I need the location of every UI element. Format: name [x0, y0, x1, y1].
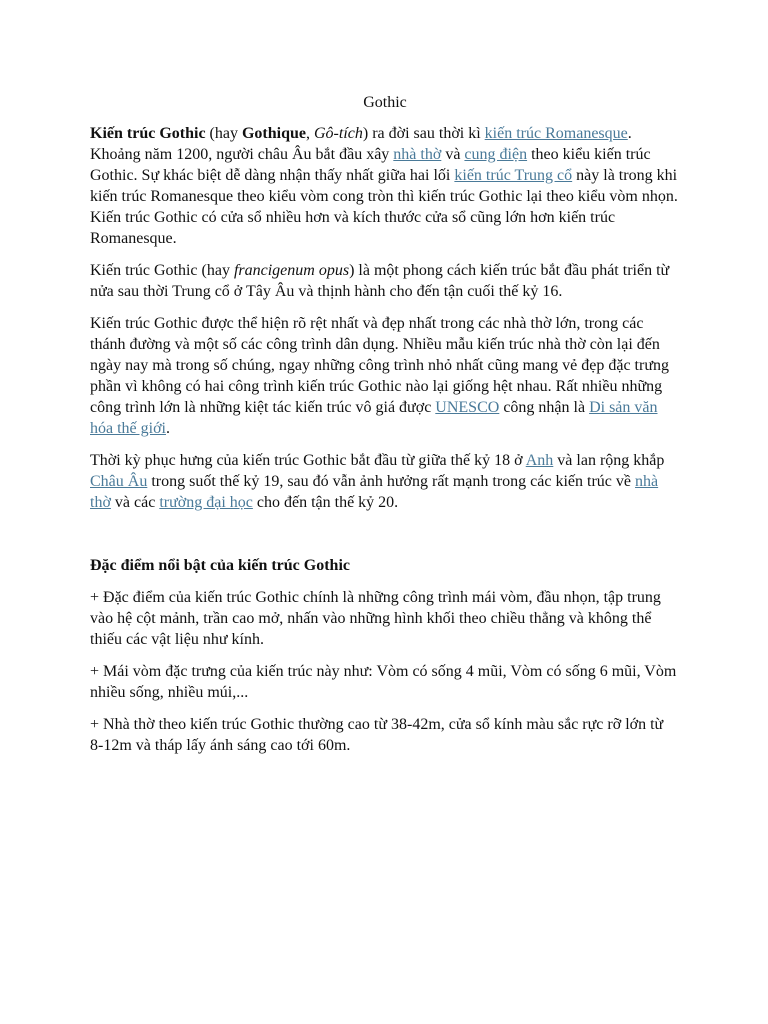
text-run: Kiến trúc Gothic được thể hiện rõ rệt nhất và đẹp nhất trong các nhà thờ lớn, trong các thánh đường và một số các công trình dân dụng. Nhiều mẫu kiến trúc nhà thờ còn lại đến ngày nay mà trong số chúng, ngay những công trình nhỏ nhất cũng mang vẻ đẹp đặc trưng phần vì không có hai công trình kiến trúc Gothic nào lại giống hệt nhau. Rất nhiều những công trình lớn là những kiệt tác kiến trúc vô giá được — [90, 315, 669, 416]
link-anh[interactable]: Anh — [525, 452, 554, 469]
text-run: theo kiểu kiến trúc Gothic. Sự khác biệt dễ dàng nhận thấy nhất giữa hai lối — [90, 146, 651, 184]
paragraph-definition — [90, 260, 680, 302]
text-run: . Khoảng năm 1200, người châu Âu bắt đầu xây — [90, 125, 632, 163]
text-run: . — [166, 420, 170, 437]
text-run: và lan rộng khắp — [553, 452, 665, 469]
link-romanesque[interactable]: kiến trúc Romanesque — [484, 125, 628, 142]
text-run: Thời kỳ phục hưng của kiến trúc Gothic bắt đầu từ giữa thế kỷ 18 ở — [90, 452, 526, 469]
text-run: , — [306, 125, 314, 142]
blank-line — [90, 524, 680, 555]
bullet-paragraph: + Đặc điểm của kiến trúc Gothic chính là những công trình mái vòm, đầu nhọn, tập trung vào hệ cột mảnh, trần cao mở, nhấn vào những hình khối theo chiều thẳng và không thể thiếu các vật liệu như kính. — [90, 589, 661, 648]
text-run: Kiến trúc Gothic (hay — [90, 262, 234, 279]
text-run: trong suốt thế kỷ 19, sau đó vẫn ảnh hưởng rất mạnh trong các kiến trúc về — [147, 473, 636, 490]
text-run: ) ra đời sau thời kì — [362, 125, 485, 142]
link-cung-dien[interactable]: cung điện — [464, 146, 528, 163]
text-run: và — [441, 146, 465, 163]
link-unesco[interactable]: UNESCO — [435, 399, 500, 416]
alt-name-bold: Gothique — [241, 125, 306, 142]
alt-name-italic: Gô-tích — [314, 125, 363, 142]
link-nha-tho[interactable]: nhà thờ — [393, 146, 442, 163]
link-nha-tho-2[interactable]: nhà thờ — [90, 473, 659, 511]
section-heading: Đặc điểm nổi bật của kiến trúc Gothic — [90, 557, 350, 574]
latin-term-italic: francigenum opus — [233, 262, 350, 279]
bullet-paragraph: + Mái vòm đặc trưng của kiến trúc này như: Vòm có sống 4 mũi, Vòm có sống 6 mũi, Vòm nhiều sống, nhiều múi,... — [90, 663, 677, 701]
link-kien-truc-trung-co[interactable]: kiến trúc Trung cổ — [454, 167, 573, 184]
term-bold: Kiến trúc Gothic — [90, 125, 206, 142]
document-title: Gothic — [363, 94, 407, 111]
link-chau-au[interactable]: Châu Âu — [90, 473, 148, 490]
text-run: (hay — [205, 125, 242, 142]
link-truong-dai-hoc[interactable]: trường đại học — [159, 494, 253, 511]
text-run: này là trong khi kiến trúc Romanesque theo kiểu vòm cong tròn thì kiến trúc Gothic lại theo kiểu vòm nhọn. Kiến trúc Gothic có cửa sổ nhiều hơn và kích thước cửa sổ cũng lớn hơn kiến trúc Romanesque. — [90, 167, 678, 247]
link-di-san-van-hoa[interactable]: Di sản văn hóa thế giới — [90, 399, 658, 437]
text-run: công nhận là — [499, 399, 590, 416]
document-page — [90, 92, 680, 767]
paragraph-expression — [90, 313, 680, 439]
text-run: ) là một phong cách kiến trúc bắt đầu phát triển từ nửa sau thời Trung cổ ở Tây Âu và thịnh hành cho đến tận cuối thế kỷ 16. — [90, 262, 670, 300]
text-run: cho đến tận thế kỷ 20. — [252, 494, 399, 511]
text-run: và các — [110, 494, 160, 511]
bullet-paragraph: + Nhà thờ theo kiến trúc Gothic thường cao từ 38-42m, cửa sổ kính màu sắc rực rỡ lớn từ 8-12m và tháp lấy ánh sáng cao tới 60m. — [90, 716, 664, 754]
paragraph-revival — [90, 450, 680, 513]
paragraph-intro — [90, 123, 680, 249]
